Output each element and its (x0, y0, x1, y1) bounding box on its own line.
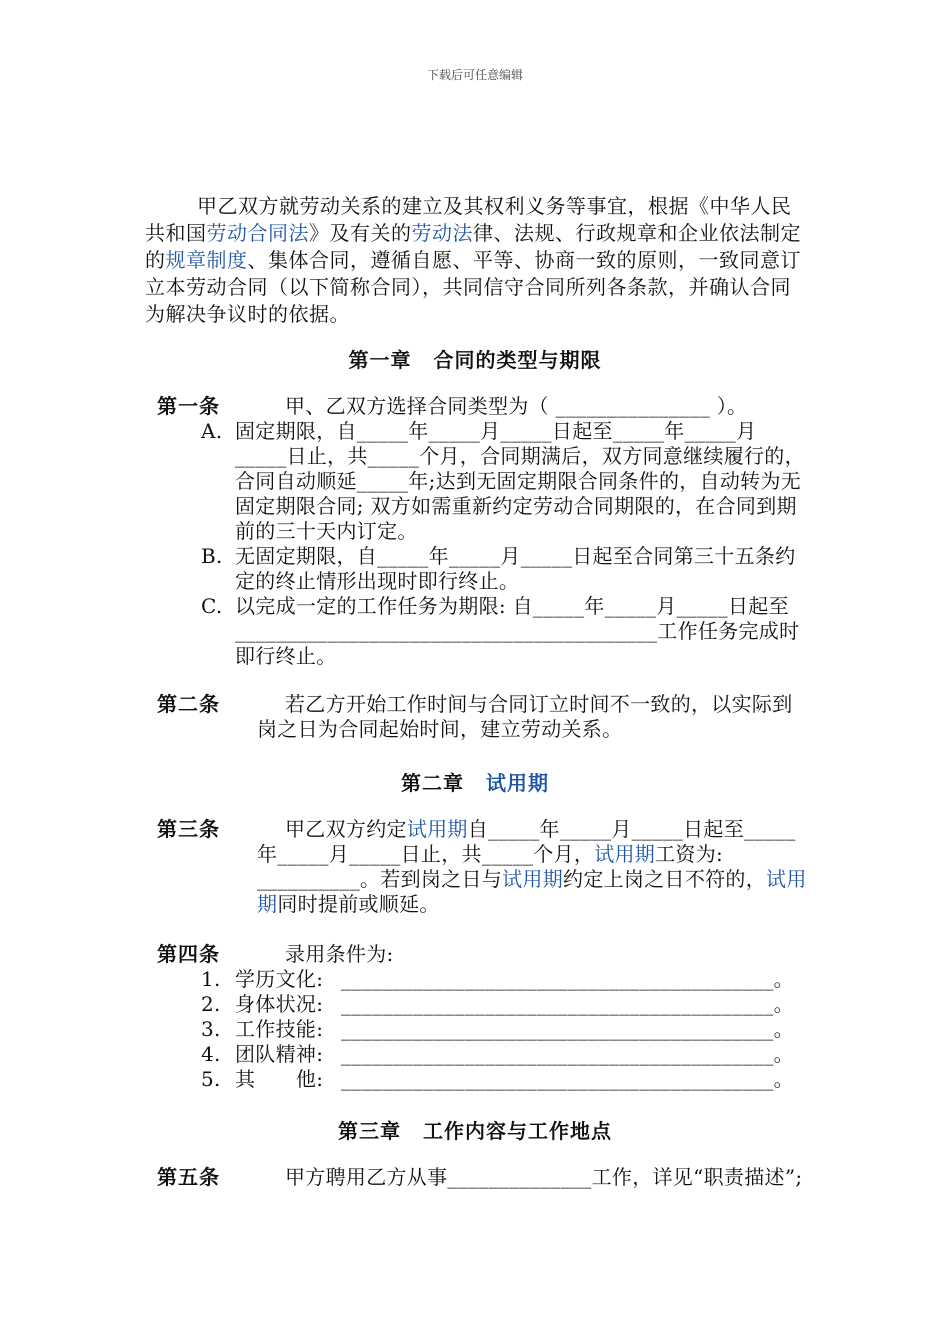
option-c (201, 594, 807, 669)
intro-text-3: 律、法规、行政规章和企业依法制定的 (145, 221, 801, 272)
article-3-text-5: 同时提前或顺延。 (277, 892, 440, 916)
article-2-label: 第二条 (157, 692, 220, 716)
article-5-label: 第五条 (157, 1165, 220, 1189)
condition-1-key: 1. (201, 967, 221, 991)
condition-4-blank[interactable]: __________________________________________。 (341, 1042, 794, 1066)
article-4-text: 录用条件为: (285, 942, 394, 966)
article-3-text-2: 自_____年_____月_____日起至_____年_____月_____日止，共_____个月， (257, 817, 796, 866)
chapter-3-number: 第三章 (338, 1119, 401, 1143)
probation-link-1[interactable]: 试用期 (406, 817, 468, 841)
labor-contract-law-link[interactable]: 劳动合同法 (206, 221, 309, 245)
article-3 (157, 817, 807, 917)
condition-item-health (201, 992, 807, 1017)
page-header-note: 下载后可任意编辑 (426, 68, 523, 82)
condition-4-label: 团队精神: (235, 1042, 324, 1066)
intro-text-2: 》及有关的 (309, 221, 412, 245)
condition-5-label: 其 他: (235, 1067, 324, 1091)
condition-3-key: 3. (201, 1017, 221, 1041)
option-a-key: A. (201, 419, 223, 443)
article-1-text: 甲、乙双方选择合同类型为（ _______________ ）。 (285, 394, 748, 418)
condition-5-key: 5. (201, 1067, 221, 1091)
chapter-2-heading (0, 767, 950, 796)
option-c-key: C. (201, 594, 223, 618)
probation-link-4[interactable]: 试用期 (257, 867, 807, 916)
article-1 (157, 394, 807, 669)
article-3-text-4: 约定上岗之日不符的， (563, 867, 767, 891)
intro-paragraph (145, 193, 805, 328)
article-3-text (257, 817, 807, 917)
article-1-label: 第一条 (157, 394, 220, 418)
condition-item-teamwork (201, 1042, 807, 1067)
article-5 (157, 1165, 807, 1190)
article-4-label: 第四条 (157, 942, 220, 966)
article-5-text: 甲方聘用乙方从事______________工作，详见“职责描述”; (285, 1165, 803, 1189)
condition-1-blank[interactable]: __________________________________________。 (341, 967, 794, 991)
condition-item-other (201, 1067, 807, 1092)
rules-regulations-link[interactable]: 规章制度 (165, 248, 248, 272)
condition-item-skills (201, 1017, 807, 1042)
probation-link-3[interactable]: 试用期 (502, 867, 564, 891)
labor-law-link[interactable]: 劳动法 (411, 221, 473, 245)
chapter-1-number: 第一章 (348, 348, 412, 372)
article-2-text: 若乙方开始工作时间与合同订立时间不一致的，以实际到岗之日为合同起始时间，建立劳动关系。 (257, 692, 793, 741)
condition-3-blank[interactable]: __________________________________________。 (341, 1017, 794, 1041)
probation-period-link[interactable]: 试用期 (486, 771, 549, 795)
article-2 (157, 692, 807, 742)
condition-item-education (201, 967, 807, 992)
option-b-key: B. (201, 544, 223, 568)
condition-4-key: 4. (201, 1042, 221, 1066)
option-c-text: 以完成一定的工作任务为期限: 自_____年_____月_____日起至_________________________________________工作任务完成时即行终止。 (235, 594, 800, 668)
chapter-1-title: 合同的类型与期限 (433, 348, 602, 372)
condition-1-label: 学历文化: (235, 967, 324, 991)
condition-2-key: 2. (201, 992, 221, 1016)
article-3-text-1: 甲乙双方约定 (285, 817, 407, 841)
intro-text-4: 、集体合同，遵循自愿、平等、协商一致的原则，一致同意订立本劳动合同（以下简称合同），共同信守合同所列各条款，并确认合同为解决争议时的依据。 (145, 248, 801, 326)
chapter-1-heading (0, 344, 950, 373)
option-b-text: 无固定期限，自_____年_____月_____日起至合同第三十五条约定的终止情形出现时即行终止。 (235, 544, 796, 593)
option-b (201, 544, 807, 594)
article-3-text-3: 工资为: __________。若到岗之日与 (257, 842, 724, 891)
chapter-2-number: 第二章 (401, 771, 464, 795)
condition-5-blank[interactable]: __________________________________________。 (341, 1067, 794, 1091)
probation-link-2[interactable]: 试用期 (594, 842, 656, 866)
option-a-text: 固定期限，自_____年_____月_____日起至_____年_____月_____日止，共_____个月，合同期满后，双方同意继续履行的，合同自动顺延_____年;达到无固定期限合同条件的，自动转为无固定期限合同; 双方如需重新约定劳动合同期限的，在合同到期前的三十天内订定。 (235, 419, 805, 543)
contract-type-options (201, 419, 807, 669)
condition-2-label: 身体状况: (235, 992, 324, 1016)
option-a (201, 419, 807, 544)
condition-3-label: 工作技能: (235, 1017, 324, 1041)
article-4 (157, 942, 807, 1092)
condition-2-blank[interactable]: __________________________________________。 (341, 992, 794, 1016)
intro-text-1: 甲乙双方就劳动关系的建立及其权利义务等事宜，根据《中华人民共和国 (145, 194, 792, 245)
chapter-3-title: 工作内容与工作地点 (423, 1119, 612, 1143)
article-3-label: 第三条 (157, 817, 220, 841)
chapter-3-heading (0, 1115, 950, 1144)
